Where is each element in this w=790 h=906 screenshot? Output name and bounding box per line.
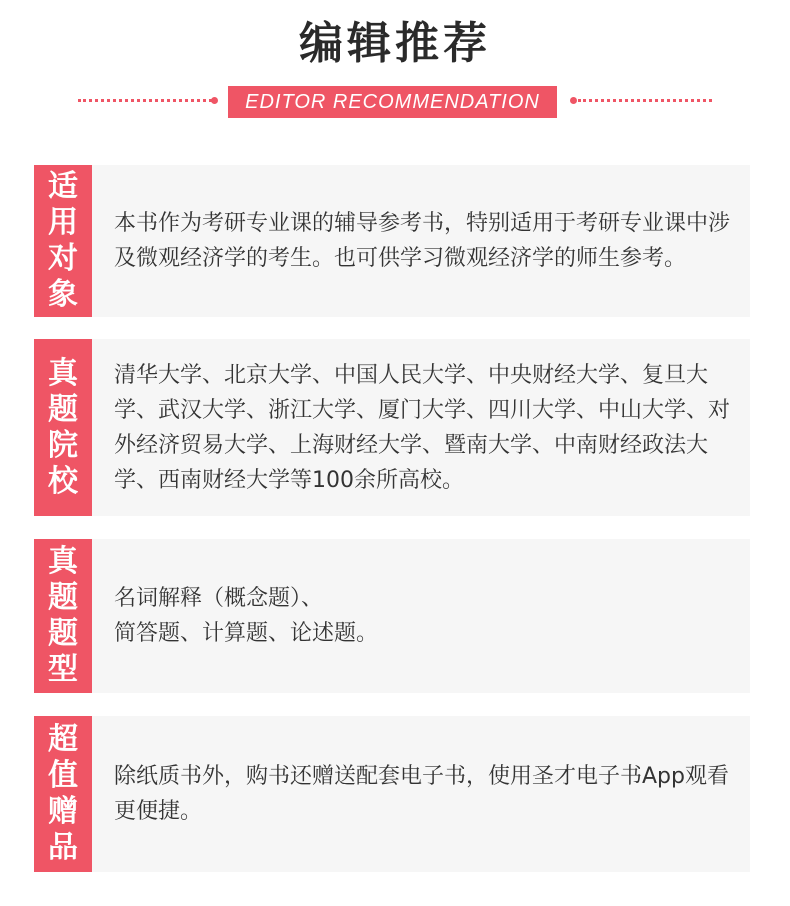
section-label: 适 用 对 象 [34,165,92,317]
subtitle-badge: EDITOR RECOMMENDATION [228,86,557,118]
section-label: 超 值 赠 品 [34,716,92,872]
section-content: 本书作为考研专业课的辅导参考书，特别适用于考研专业课中涉及微观经济学的考生。也可供学习微观经济学的师生参考。 [114,211,731,271]
section-question-types [34,539,750,693]
page-title: 编辑推荐 [299,18,491,69]
section-label: 真 题 院 校 [34,339,92,516]
section-target-audience [34,165,750,317]
left-dotted-divider [78,99,212,102]
section-content: 清华大学、北京大学、中国人民大学、中央财经大学、复旦大学、武汉大学、浙江大学、厦门大学、四川大学、中山大学、对外经济贸易大学、上海财经大学、暨南大学、中南财经政法大学、西南财经大学等100余所高校。 [114,362,731,493]
section-label: 真 题 题 型 [34,539,92,693]
right-dotted-divider [578,99,712,102]
section-content: 名词解释（概念题）、 简答题、计算题、论述题。 [114,586,379,646]
section-content: 除纸质书外，购书还赠送配套电子书，使用圣才电子书App观看更便捷。 [114,764,729,824]
right-divider-dot [570,97,577,104]
section-bonus-gift [34,716,750,872]
left-divider-dot [211,97,218,104]
section-exam-schools [34,339,750,516]
